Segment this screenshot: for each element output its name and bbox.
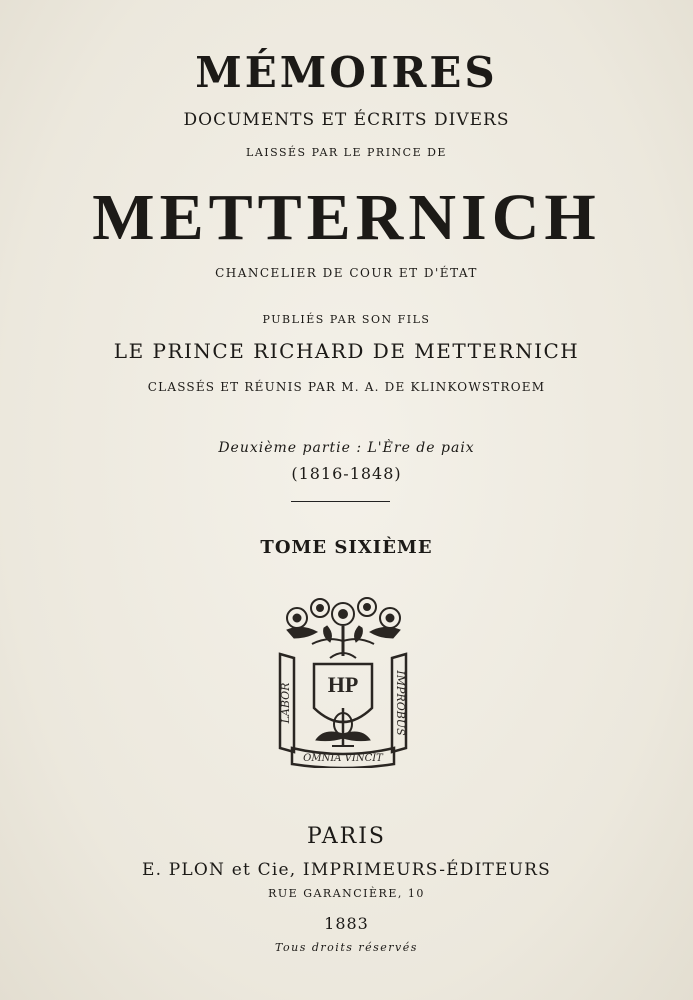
subtitle: DOCUMENTS ET ÉCRITS DIVERS xyxy=(183,110,510,130)
published-by-label: PUBLIÉS PAR SON FILS xyxy=(262,313,431,326)
emblem-motto-bottom: OMNIA VINCIT xyxy=(303,753,383,764)
arranged-by: CLASSÉS ET RÉUNIS PAR M. A. DE KLINKOWSTROEM xyxy=(147,380,546,394)
author-role: CHANCELIER DE COUR ET D'ÉTAT xyxy=(215,266,478,280)
volume-label: TOME SIXIÈME xyxy=(260,537,433,558)
emblem-motto-right: IMPROBUS xyxy=(394,670,407,736)
memoires-heading: MÉMOIRES xyxy=(195,48,498,97)
divider-rule xyxy=(291,501,390,502)
emblem-monogram: HP xyxy=(327,672,359,697)
years-range: (1816-1848) xyxy=(291,464,402,483)
rights-notice: Tous droits réservés xyxy=(275,941,418,954)
part-title: Deuxième partie : L'Ère de paix xyxy=(218,440,475,456)
publisher-son: LE PRINCE RICHARD DE METTERNICH xyxy=(113,339,580,363)
emblem-motto-left: LABOR xyxy=(279,682,292,724)
imprint-city: PARIS xyxy=(307,824,386,849)
laisses-line: LAISSÉS PAR LE PRINCE DE xyxy=(246,146,447,159)
imprint-address: RUE GARANCIÈRE, 10 xyxy=(268,887,425,900)
imprint-year: 1883 xyxy=(324,914,369,933)
author-name: METTERNICH xyxy=(92,181,601,254)
printer-mark-emblem-icon xyxy=(272,596,414,768)
imprint-publisher: E. PLON et Cie, IMPRIMEURS-ÉDITEURS xyxy=(141,860,552,880)
